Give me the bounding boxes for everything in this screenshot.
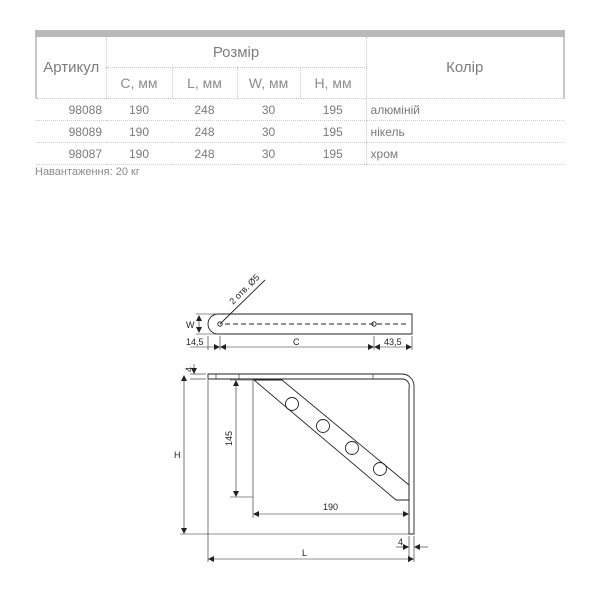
cell-l: 248	[172, 121, 237, 143]
dim-right-label: 43,5	[384, 337, 402, 347]
cell-h: 195	[300, 99, 366, 121]
cell-w: 30	[237, 99, 300, 121]
header-h: H, мм	[300, 68, 366, 99]
cell-color: хром	[366, 143, 564, 165]
dim-190-label: 190	[323, 502, 339, 512]
cell-article: 98089	[36, 121, 106, 143]
cell-c: 190	[106, 99, 172, 121]
dim-left-label: 14,5	[186, 337, 204, 347]
brace-hole-3	[346, 442, 359, 455]
top-arm	[208, 374, 414, 534]
top-view	[190, 280, 412, 350]
brace-hole-2	[317, 420, 330, 433]
dim-145-label: 145	[224, 430, 234, 446]
cell-l: 248	[172, 99, 237, 121]
l-label: L	[302, 548, 308, 558]
header-article: Артикул	[36, 37, 106, 99]
cell-h: 195	[300, 143, 366, 165]
cell-w: 30	[237, 121, 300, 143]
dim-c-label: C	[293, 337, 300, 347]
header-size: Розмір	[106, 37, 366, 68]
diagonal-brace	[254, 380, 409, 500]
cell-h: 195	[300, 121, 366, 143]
header-c: C, мм	[106, 68, 172, 99]
cell-color: алюміній	[366, 99, 564, 121]
cell-c: 190	[106, 121, 172, 143]
cell-article: 98088	[36, 99, 106, 121]
cell-l: 248	[172, 143, 237, 165]
cell-color: нікель	[366, 121, 564, 143]
brace-hole-4	[374, 463, 387, 476]
cell-w: 30	[237, 143, 300, 165]
side-view	[180, 364, 428, 562]
header-color: Колір	[366, 37, 564, 99]
cell-article: 98087	[36, 143, 106, 165]
dim-4-top-label: 4	[184, 366, 194, 372]
load-note: Навантаження: 20 кг	[35, 166, 140, 178]
header-l: L, мм	[172, 68, 237, 99]
h-label: H	[174, 450, 181, 460]
dim-4-bottom-label: 4	[398, 537, 404, 547]
cell-c: 190	[106, 143, 172, 165]
hole-label: 2 отв. Ø5	[227, 272, 262, 307]
brace-hole-1	[286, 398, 299, 411]
w-label: W	[186, 320, 195, 330]
header-w: W, мм	[237, 68, 300, 99]
